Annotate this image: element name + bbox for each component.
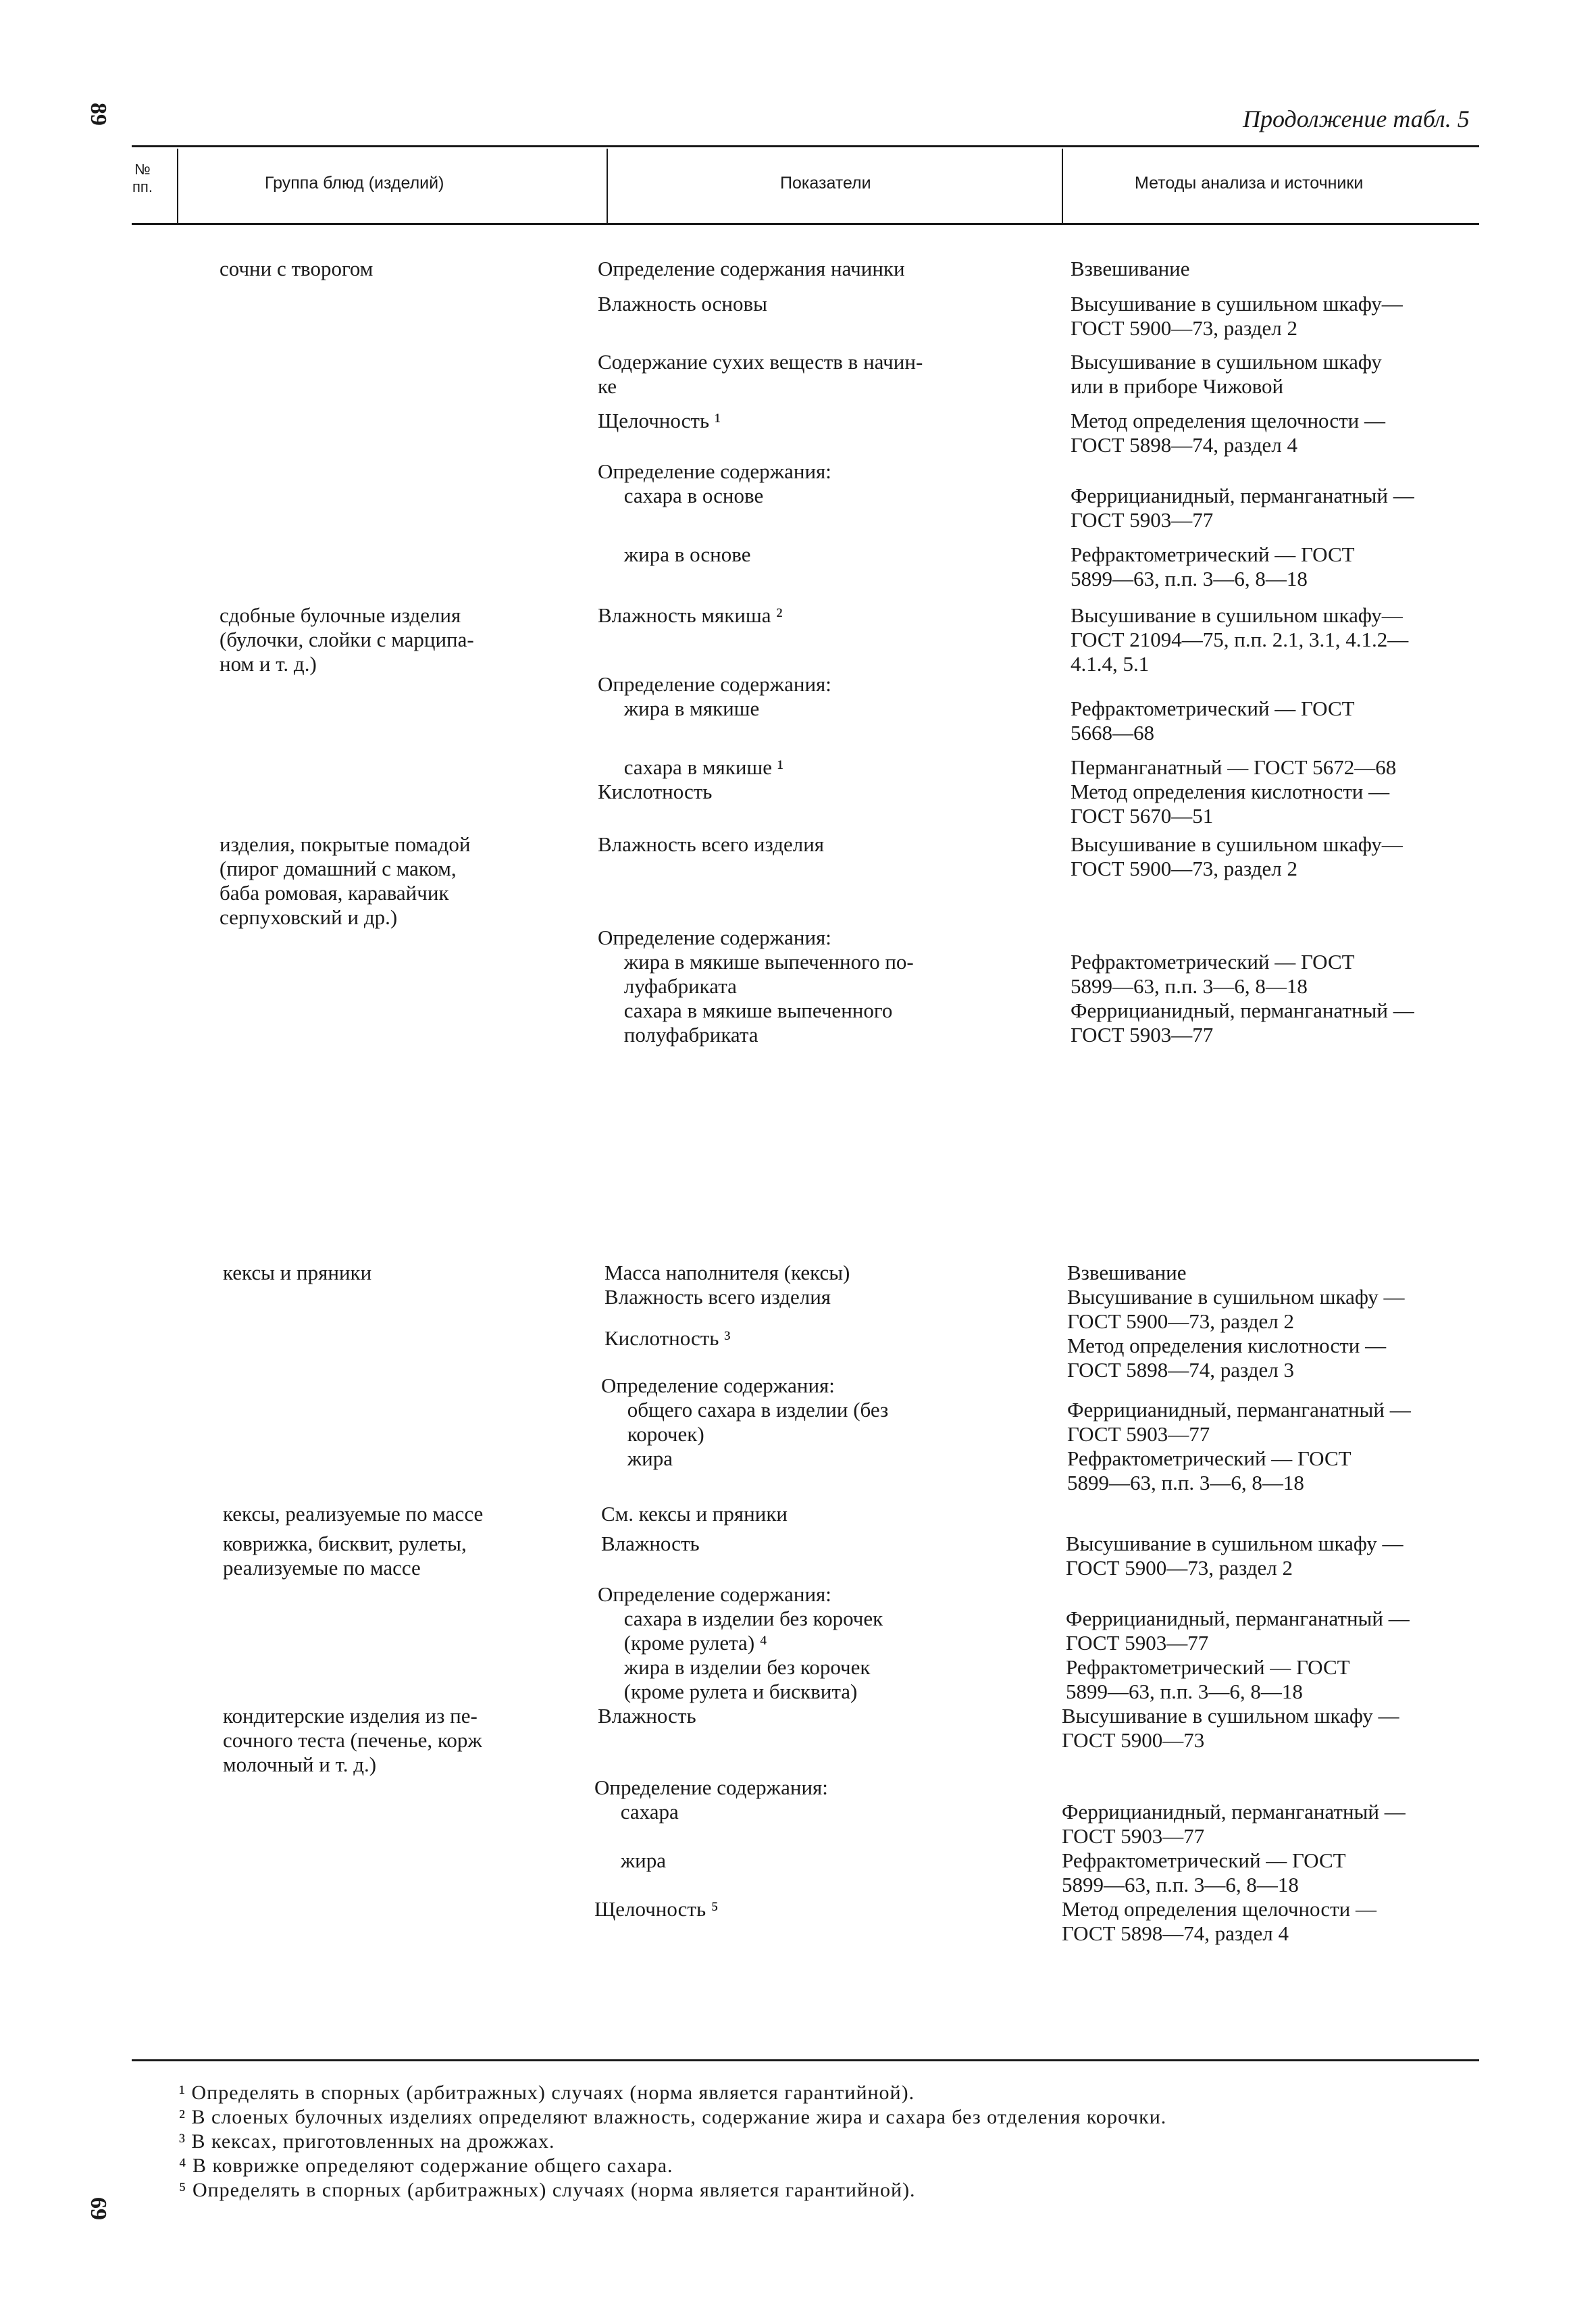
group-cell: сочни с творогом xyxy=(220,257,374,280)
method-cell: Взвешивание xyxy=(1067,1261,1187,1284)
header-top-rule xyxy=(132,145,1479,147)
page-number-top: 89 xyxy=(86,103,111,126)
method-cell: Высушивание в сушильном шкафу— ГОСТ 5900—73, раздел 2 xyxy=(1071,832,1403,880)
header-bottom-rule xyxy=(132,223,1479,225)
indicator-cell: жира xyxy=(601,1447,673,1470)
header-col-group: Группа блюд (изделий) xyxy=(265,174,444,193)
group-cell: кондитерские изделия из пе- сочного теста (печенье, корж молочный и т. д.) xyxy=(223,1704,482,1776)
method-cell: Метод определения кислотности — ГОСТ 5898—74, раздел 3 xyxy=(1067,1334,1387,1382)
indicator-cell: Определение содержания: xyxy=(598,672,831,696)
page-number-bottom: 69 xyxy=(86,2197,111,2220)
indicator-cell: Влажность всего изделия xyxy=(604,1285,831,1309)
indicator-cell: сахара в мякише ¹ xyxy=(598,755,784,779)
indicator-cell: жира в мякише xyxy=(598,697,760,720)
footnote: ⁵ Определять в спорных (арбитражных) случаях (норма является гарантийной). xyxy=(179,2179,916,2201)
indicator-cell: общего сахара в изделии (без корочек) xyxy=(627,1398,889,1446)
indicator-cell: жира в основе xyxy=(598,543,751,566)
method-cell: Высушивание в сушильном шкафу или в приборе Чижовой xyxy=(1071,350,1382,398)
indicator-cell: Содержание сухих веществ в начин- ке xyxy=(598,350,923,398)
method-cell: Рефрактометрический — ГОСТ 5899—63, п.п. 3—6, 8—18 xyxy=(1062,1848,1346,1896)
footnote: ³ В кексах, приготовленных на дрожжах. xyxy=(179,2130,555,2153)
header-divider-3 xyxy=(1062,149,1063,223)
footnote-rule xyxy=(132,2059,1479,2061)
indicator-cell: Влажность всего изделия xyxy=(598,832,825,856)
method-cell: Высушивание в сушильном шкафу — ГОСТ 5900—73, раздел 2 xyxy=(1067,1285,1405,1333)
table-continuation-caption: Продолжение табл. 5 xyxy=(1243,105,1470,132)
indicator-cell: Влажность основы xyxy=(598,292,767,316)
footnote: ⁴ В коврижке определяют содержание общего сахара. xyxy=(179,2155,673,2177)
indicator-cell: Влажность мякиша ² xyxy=(598,603,783,627)
indicator-cell: Кислотность xyxy=(598,780,713,803)
indicator-cell: жира в изделии без корочек (кроме рулета и бисквита) xyxy=(623,1655,871,1703)
method-cell: Феррицианидный, перманганатный — ГОСТ 5903—77 xyxy=(1062,1800,1406,1848)
indicator-cell: Определение содержания: xyxy=(594,1776,828,1799)
indicator-cell: сахара xyxy=(594,1800,679,1823)
indicator-cell: сахара в изделии без корочек (кроме рулета) ⁴ xyxy=(623,1607,883,1655)
method-cell: Феррицианидный, перманганатный — ГОСТ 5903—77 xyxy=(1071,999,1414,1047)
indicator-cell: сахара в мякише выпеченного полуфабриката xyxy=(623,999,893,1047)
footnote: ² В слоеных булочных изделиях определяют влажность, содержание жира и сахара без отделения корочки. xyxy=(179,2106,1167,2128)
method-cell: Феррицианидный, перманганатный — ГОСТ 5903—77 xyxy=(1067,1398,1411,1446)
method-cell: Перманганатный — ГОСТ 5672—68 xyxy=(1071,755,1397,779)
group-cell: кексы, реализуемые по массе xyxy=(223,1502,484,1526)
indicator-cell: Влажность xyxy=(598,1704,696,1728)
group-cell: сдобные булочные изделия (булочки, слойки с марципа- ном и т. д.) xyxy=(220,603,474,676)
method-cell: Взвешивание xyxy=(1071,257,1190,280)
header-divider-2 xyxy=(607,149,608,223)
method-cell: Рефрактометрический — ГОСТ 5899—63, п.п. 3—6, 8—18 xyxy=(1071,950,1355,998)
header-divider-1 xyxy=(177,149,178,223)
method-cell: Высушивание в сушильном шкафу— ГОСТ 21094—75, п.п. 2.1, 3.1, 4.1.2— 4.1.4, 5.1 xyxy=(1071,603,1409,676)
indicator-cell: Щелочность ⁵ xyxy=(594,1897,719,1921)
group-cell: кексы и пряники xyxy=(223,1261,372,1284)
indicator-cell: Определение содержания: xyxy=(598,1582,831,1606)
indicator-cell: Кислотность ³ xyxy=(604,1326,731,1350)
method-cell: Рефрактометрический — ГОСТ 5899—63, п.п. 3—6, 8—18 xyxy=(1071,543,1355,590)
indicator-cell: жира в мякише выпеченного по- луфабриката xyxy=(623,950,914,998)
footnote: ¹ Определять в спорных (арбитражных) случаях (норма является гарантийной). xyxy=(179,2082,915,2104)
method-cell: Высушивание в сушильном шкафу— ГОСТ 5900—73, раздел 2 xyxy=(1071,292,1403,340)
method-cell: Рефрактометрический — ГОСТ 5899—63, п.п. 3—6, 8—18 xyxy=(1067,1447,1352,1494)
method-cell: Метод определения щелочности — ГОСТ 5898—74, раздел 4 xyxy=(1071,409,1385,457)
method-cell: Высушивание в сушильном шкафу — ГОСТ 5900—73 xyxy=(1062,1704,1399,1752)
group-cell: коврижка, бисквит, рулеты, реализуемые по массе xyxy=(223,1532,467,1580)
method-cell: Рефрактометрический — ГОСТ 5668—68 xyxy=(1071,697,1355,745)
indicator-cell: Определение содержания: xyxy=(598,459,831,483)
method-cell: Метод определения кислотности — ГОСТ 5670—51 xyxy=(1071,780,1390,828)
indicator-cell: жира xyxy=(594,1848,667,1872)
group-cell: изделия, покрытые помадой (пирог домашний с маком, баба ромовая, каравайчик серпуховский и др.) xyxy=(220,832,471,929)
indicator-cell: Щелочность ¹ xyxy=(598,409,721,432)
indicator-cell: См. кексы и пряники xyxy=(601,1502,788,1526)
indicator-cell: Определение содержания начинки xyxy=(598,257,905,280)
indicator-cell: сахара в основе xyxy=(598,484,764,507)
method-cell: Рефрактометрический — ГОСТ 5899—63, п.п. 3—6, 8—18 xyxy=(1066,1655,1350,1703)
indicator-cell: Влажность xyxy=(601,1532,700,1555)
header-col-method: Методы анализа и источники xyxy=(1135,174,1364,193)
method-cell: Высушивание в сушильном шкафу — ГОСТ 5900—73, раздел 2 xyxy=(1066,1532,1404,1580)
indicator-cell: Определение содержания: xyxy=(601,1374,835,1397)
indicator-cell: Определение содержания: xyxy=(598,926,831,949)
method-cell: Метод определения щелочности — ГОСТ 5898—74, раздел 4 xyxy=(1062,1897,1376,1945)
method-cell: Феррицианидный, перманганатный — ГОСТ 5903—77 xyxy=(1071,484,1414,532)
header-col-indicator: Показатели xyxy=(780,174,871,193)
method-cell: Феррицианидный, перманганатный — ГОСТ 5903—77 xyxy=(1066,1607,1410,1655)
header-col-number: № пп. xyxy=(132,161,153,195)
indicator-cell: Масса наполнителя (кексы) xyxy=(604,1261,850,1284)
